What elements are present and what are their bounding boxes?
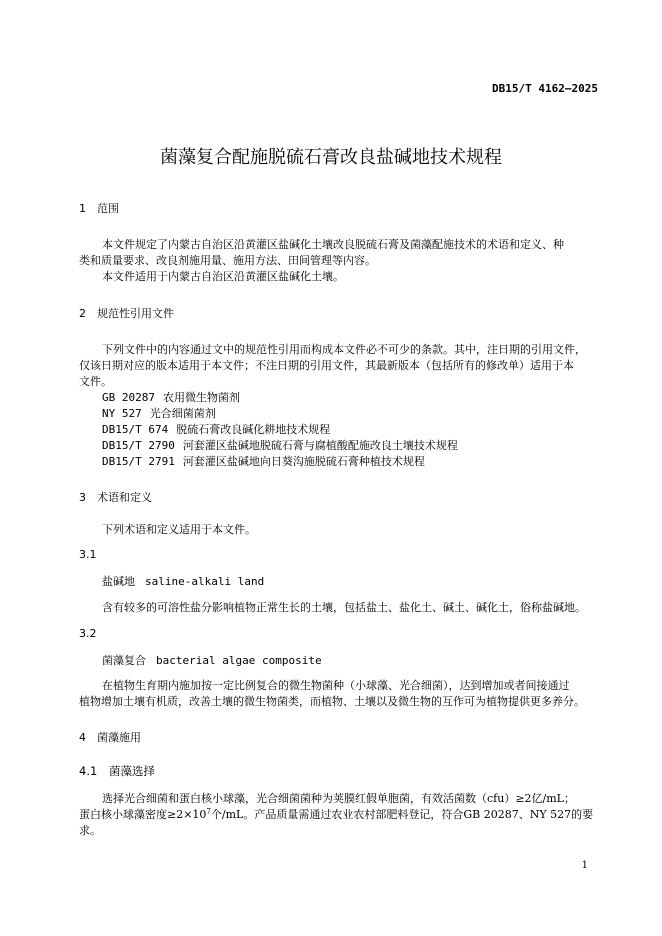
subsection-number: 4.1: [79, 764, 98, 778]
term-definition: 植物增加土壤有机质，改善土壤的微生物菌类，而植物、土壤以及微生物的互作可为植物提供更多养分。: [79, 695, 585, 708]
section-2-heading: [79, 305, 174, 321]
section-number: 4: [79, 731, 86, 744]
section-title: 菌藻施用: [97, 731, 141, 744]
document-number: DB15/T 4162—2025: [492, 82, 598, 95]
subsection-title: 菌藻选择: [109, 764, 155, 778]
reference-item: [102, 453, 425, 469]
term-chinese: 盐碱地: [102, 575, 135, 588]
reference-code: GB 20287: [102, 391, 155, 404]
text-run: 个/mL。产品质量需通过农业农村部肥料登记，符合GB 20287、NY 527的要: [210, 808, 594, 821]
reference-title: 农用微生物菌剂: [162, 391, 240, 404]
section-number: 1: [79, 202, 86, 215]
paragraph-line: [79, 806, 593, 822]
term-number: 3.2: [79, 627, 97, 640]
reference-title: 河套灌区盐碱地向日葵沟施脱硫石膏种植技术规程: [182, 455, 425, 468]
term-definition: 在植物生育期内施加按一定比例复合的微生物菌种（小球藻、光合细菌），达到增加或者间接通过: [102, 679, 570, 692]
text-run: 蛋白核小球藻密度≥2×10: [79, 808, 207, 821]
paragraph-line: 本文件适用于内蒙古自治区沿黄灌区盐碱化土壤。: [102, 270, 344, 283]
section-number: 2: [79, 307, 86, 320]
subsection-4-1-heading: [79, 763, 155, 779]
paragraph-line: 类和质量要求、改良剂施用量、施用方法、田间管理等内容。: [79, 254, 376, 267]
reference-code: DB15/T 674: [102, 423, 169, 436]
term-chinese: 菌藻复合: [102, 654, 146, 667]
term-english: saline-alkali land: [145, 575, 265, 588]
reference-title: 河套灌区盐碱地脱硫石膏与腐植酸配施改良土壤技术规程: [182, 439, 458, 452]
section-3-heading: [79, 489, 152, 505]
reference-item: [102, 405, 216, 421]
page-number: 1: [581, 860, 588, 871]
section-1-heading: [79, 200, 119, 216]
reference-code: DB15/T 2790: [102, 439, 175, 452]
paragraph-line: 下列术语和定义适用于本文件。: [102, 523, 256, 536]
term-heading: [102, 652, 322, 668]
section-title: 规范性引用文件: [97, 307, 174, 320]
paragraph-line: 文件。: [79, 375, 112, 388]
reference-title: 脱硫石膏改良碱化耕地技术规程: [176, 423, 331, 436]
reference-code: DB15/T 2791: [102, 455, 175, 468]
reference-code: NY 527: [102, 407, 142, 420]
paragraph-line: 仅该日期对应的版本适用于本文件；不注日期的引用文件，其最新版本（包括所有的修改单）适用于本: [79, 359, 574, 372]
reference-item: [102, 421, 330, 437]
section-number: 3: [79, 491, 86, 504]
reference-title: 光合细菌菌剂: [149, 407, 216, 420]
term-number: 3.1: [79, 548, 97, 561]
section-title: 范围: [97, 202, 119, 215]
paragraph-line: 选择光合细菌和蛋白核小球藻，光合细菌菌种为荚膜红假单胞菌，有效活菌数（cfu）≥2亿/mL；: [102, 792, 575, 805]
reference-item: [102, 437, 458, 453]
paragraph-line: 下列文件中的内容通过文中的规范性引用而构成本文件必不可少的条款。其中，注日期的引用文件，: [102, 343, 586, 356]
paragraph-line: 本文件规定了内蒙古自治区沿黄灌区盐碱化土壤改良脱硫石膏及菌藻配施技术的术语和定义、种: [102, 238, 564, 251]
paragraph-line: 求。: [79, 824, 101, 837]
term-heading: [102, 573, 264, 589]
term-english: bacterial algae composite: [156, 654, 322, 667]
document-title: 菌藻复合配施脱硫石膏改良盐碱地技术规程: [160, 147, 502, 168]
section-4-heading: [79, 729, 141, 745]
section-title: 术语和定义: [97, 491, 152, 504]
superscript: 7: [206, 807, 211, 816]
reference-item: [102, 389, 240, 405]
term-definition: 含有较多的可溶性盐分影响植物正常生长的土壤，包括盐土、盐化土、碱土、碱化土，俗称盐碱地。: [102, 601, 586, 614]
